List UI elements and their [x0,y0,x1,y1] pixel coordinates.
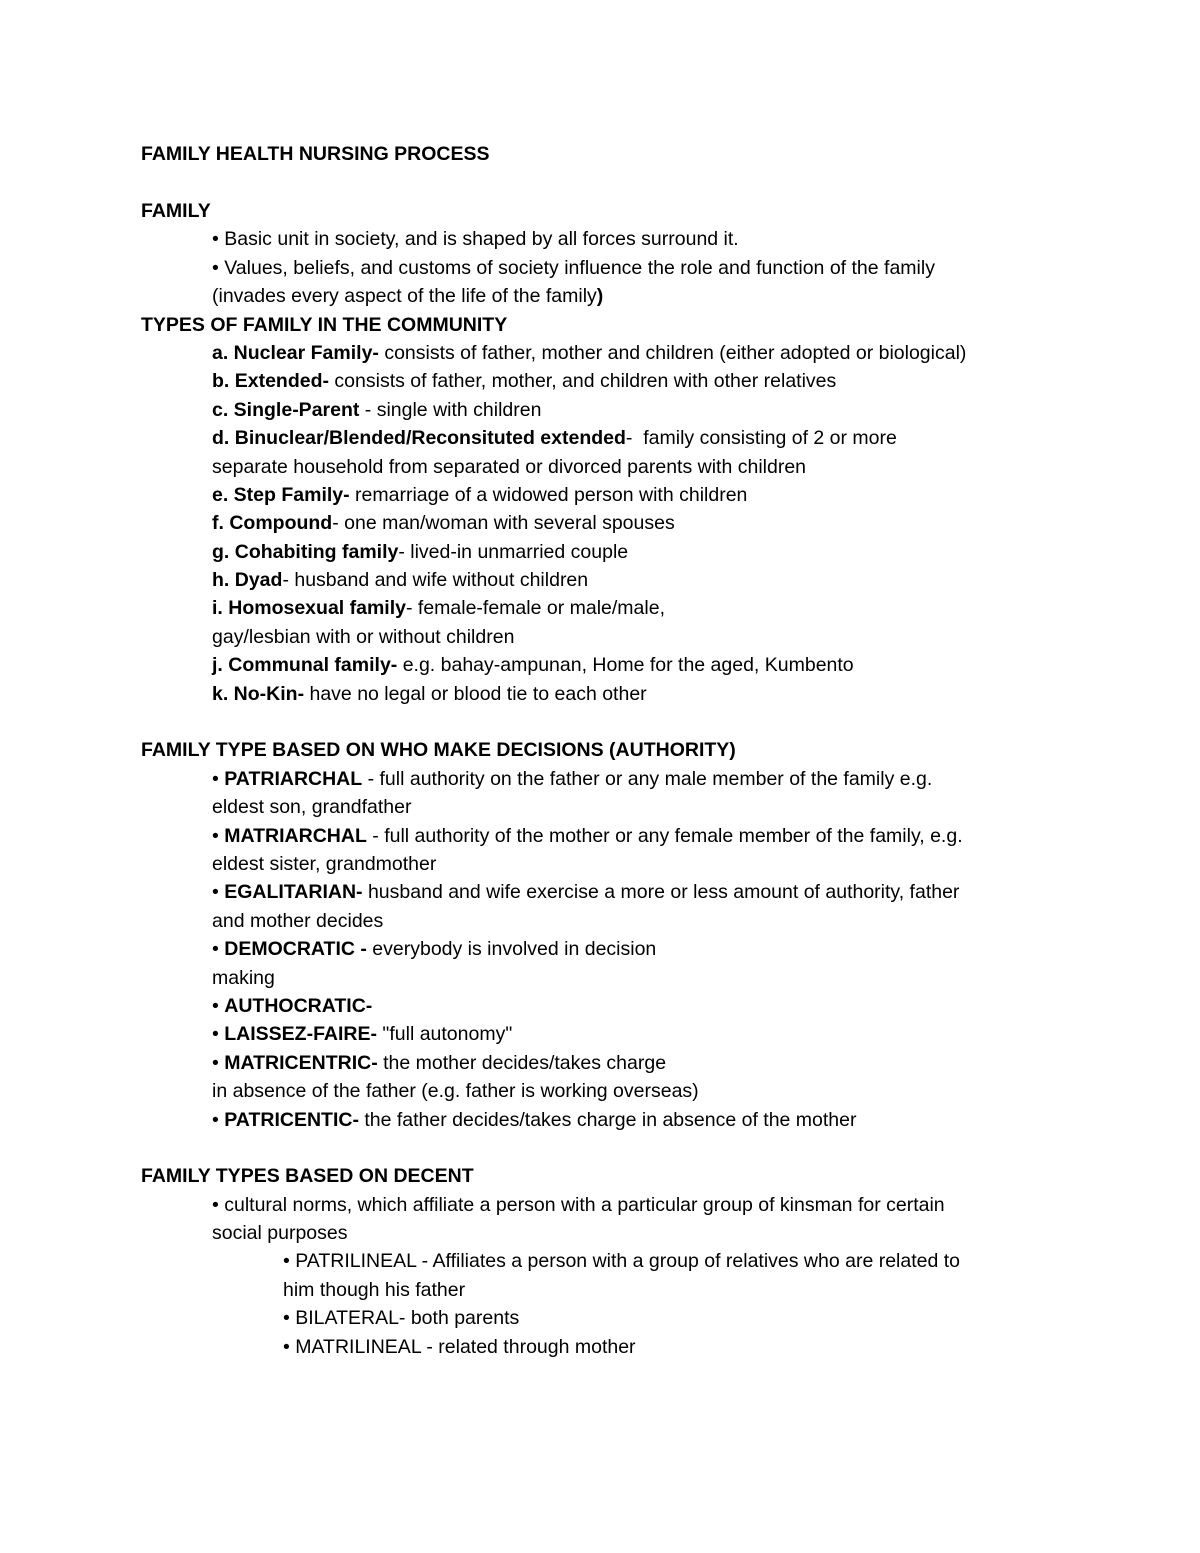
family-type-item-term: d. Binuclear/Blended/Reconsituted extended [212,427,626,450]
family-type-item [141,424,1141,452]
family-bullet-2-cont [141,282,1141,310]
family-type-item [141,481,1141,509]
types-heading: TYPES OF FAMILY IN THE COMMUNITY [141,313,508,336]
family-bullet-2: • Values, beliefs, and customs of society influence the role and function of the family [212,256,935,279]
authority-type-item [141,907,1141,935]
family-heading: FAMILY [141,200,211,222]
authority-type-item [141,1106,1141,1134]
authority-type-item [141,878,1141,906]
family-type-item [141,339,1141,367]
authority-type-item-continuation: in absence of the father (e.g. father is working overseas) [212,1080,699,1103]
family-bullet-1: • Basic unit in society, and is shaped by all forces surround it. [212,228,739,251]
family-bullet-2-cont-text: (invades every aspect of the life of the family [212,285,597,308]
authority-type-item-description: everybody is involved in decision [366,938,657,961]
family-type-item-description: - single with children [359,398,542,421]
family-type-item-continuation: separate household from separated or divorced parents with children [212,455,807,478]
family-type-item-description: - husband and wife without children [282,569,589,592]
family-type-item [141,367,1141,395]
family-section [141,197,1141,1361]
authority-type-item-term: DEMOCRATIC - [224,938,367,961]
authority-type-item-continuation: and mother decides [212,909,384,932]
descent-intro-1: • cultural norms, which affiliate a person with a particular group of kinsman for certain [212,1193,945,1216]
descent-intro-2: social purposes [212,1222,348,1245]
bullet-mark: • [212,767,225,790]
family-type-item [141,538,1141,566]
authority-type-item [141,793,1141,821]
family-type-item-term: a. Nuclear Family- [212,341,379,364]
family-type-item-description: consists of father, mother, and children with other relatives [329,370,837,393]
types-list [141,339,1141,708]
authority-type-item-term: MATRIARCHAL [224,824,367,847]
authority-type-item-term: EGALITARIAN- [224,881,363,904]
family-type-item-term: c. Single-Parent [212,398,360,421]
authority-type-item-term: PATRICENTIC- [224,1108,359,1131]
authority-type-item-term: PATRIARCHAL [224,767,363,790]
family-type-item [141,453,1141,481]
family-type-item-term: e. Step Family- [212,483,350,506]
family-type-item-description: - one man/woman with several spouses [332,512,675,535]
family-type-item-term: g. Cohabiting family [212,540,399,563]
authority-type-item-term: AUTHOCRATIC- [224,994,373,1017]
family-type-item [141,509,1141,537]
family-type-item [141,680,1141,708]
authority-type-item-description: the mother decides/takes charge [377,1051,667,1074]
family-type-item-term: b. Extended- [212,370,330,393]
family-type-item-term: k. No-Kin- [212,682,305,705]
family-type-item-description: e.g. bahay-ampunan, Home for the aged, Kumbento [397,654,854,677]
family-type-item-term: j. Communal family- [212,654,398,677]
bullet-mark: • [212,881,225,904]
authority-type-item [141,1020,1141,1048]
descent-sub-3: • BILATERAL- both parents [283,1307,520,1330]
authority-type-item [141,964,1141,992]
authority-type-item [141,1077,1141,1105]
authority-type-item [141,935,1141,963]
family-type-item-description: - female-female or male/male, [405,597,665,620]
family-type-item-term: f. Compound [212,512,333,535]
family-type-item [141,396,1141,424]
authority-type-item-term: MATRICENTRIC- [224,1051,378,1074]
descent-sub-2: him though his father [283,1278,466,1301]
bullet-mark: • [212,994,225,1017]
page-title: FAMILY HEALTH NURSING PROCESS [141,143,490,165]
authority-type-item-description: "full autonomy" [377,1023,513,1046]
bullet-mark: • [212,1108,225,1131]
authority-type-item-description: - full authority of the mother or any female member of the family, e.g. [366,824,963,847]
authority-type-item [141,765,1141,793]
family-closing-paren: ) [596,285,604,308]
authority-type-item-continuation: making [212,966,275,989]
family-type-item-description: - family consisting of 2 or more [625,427,897,450]
family-type-item [141,566,1141,594]
bullet-mark: • [212,938,225,961]
authority-type-item [141,822,1141,850]
family-type-item [141,651,1141,679]
family-type-item-term: h. Dyad [212,569,283,592]
bullet-mark: • [212,824,225,847]
authority-type-item [141,850,1141,878]
authority-type-item-description: the father decides/takes charge in absence of the mother [358,1108,857,1131]
authority-type-item-continuation: eldest sister, grandmother [212,852,437,875]
family-type-item-term: i. Homosexual family [212,597,406,620]
bullet-mark: • [212,1023,225,1046]
descent-sub-1: • PATRILINEAL - Affiliates a person with a group of relatives who are related to [283,1250,961,1273]
authority-type-item [141,1049,1141,1077]
family-type-item-description: consists of father, mother and children (either adopted or biological) [378,341,967,364]
authority-type-item-continuation: eldest son, grandfather [212,796,412,819]
family-type-item-description: remarriage of a widowed person with children [349,483,748,506]
authority-type-item-term: LAISSEZ-FAIRE- [224,1023,378,1046]
authority-list [141,765,1141,1134]
authority-type-item [141,992,1141,1020]
authority-heading: FAMILY TYPE BASED ON WHO MAKE DECISIONS (AUTHORITY) [141,739,736,762]
descent-sub-4: • MATRILINEAL - related through mother [283,1335,636,1358]
authority-type-item-description: - full authority on the father or any male member of the family e.g. [362,767,933,790]
authority-type-item-description: husband and wife exercise a more or less amount of authority, father [362,881,960,904]
family-type-item-description: - lived-in unmarried couple [398,540,629,563]
family-type-item-continuation: gay/lesbian with or without children [212,625,515,648]
bullet-mark: • [212,1051,225,1074]
descent-heading: FAMILY TYPES BASED ON DECENT [141,1165,474,1188]
family-type-item [141,623,1141,651]
family-type-item-description: have no legal or blood tie to each other [304,682,647,705]
family-type-item [141,594,1141,622]
